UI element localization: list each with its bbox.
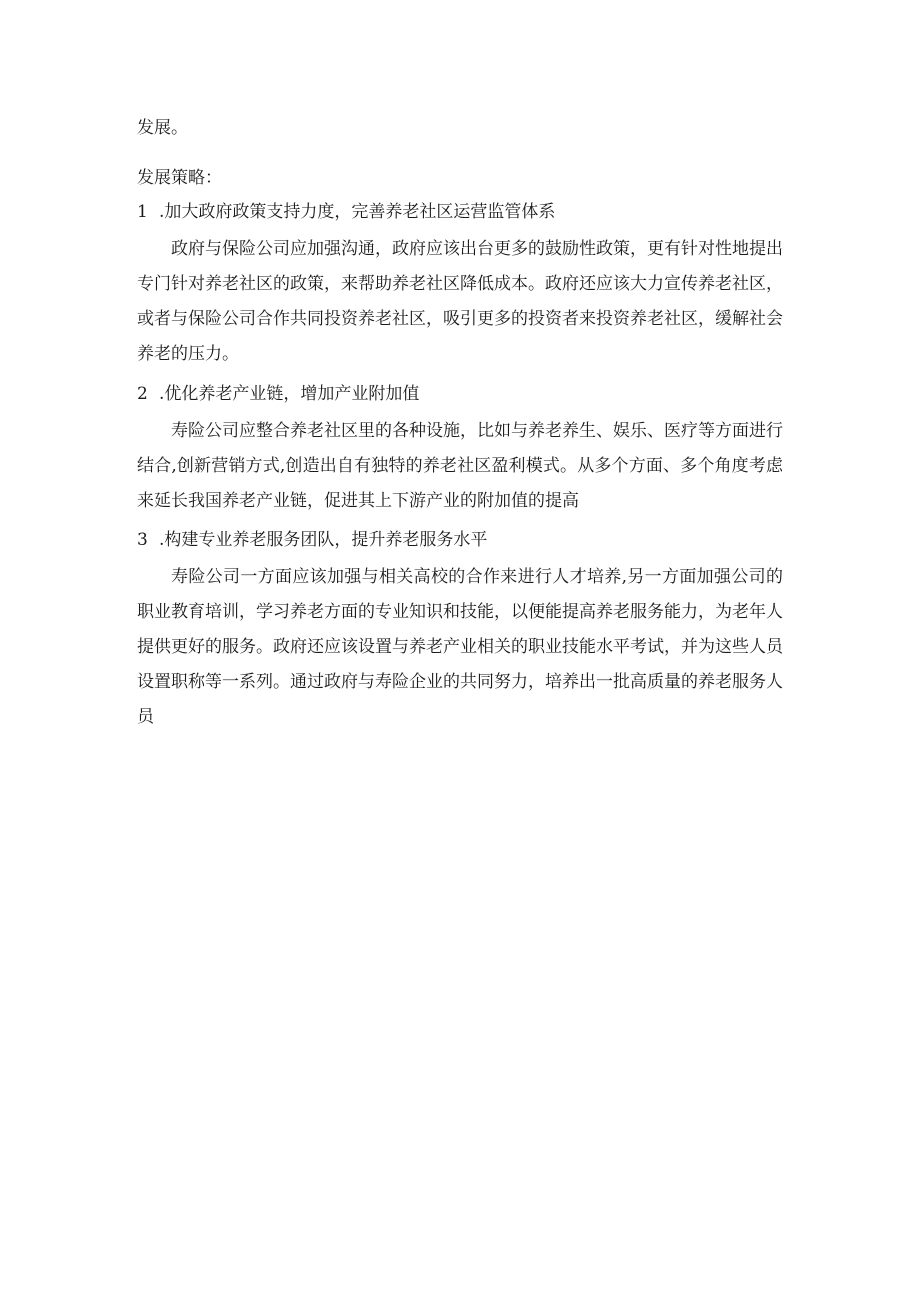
section-heading-2 xyxy=(137,383,419,405)
section-number: 1 xyxy=(137,202,148,222)
section-body-3: 寿险公司一方面应该加强与相关高校的合作来进行人才培养,另一方面加强公司的职业教育培训，学习养老方面的专业知识和技能，以便能提高养老服务能力，为老年人提供更好的服务。政府还应该设置与养老产业相关的职业技能水平考试，并为这些人员设置职称等一系列。通过政府与寿险企业的共同努力，培养出一批高质量的养老服务人员 xyxy=(137,567,783,727)
intro-line: 发展。 xyxy=(137,118,188,138)
section-body-1: 政府与保险公司应加强沟通，政府应该出台更多的鼓励性政策，更有针对性地提出专门针对养老社区的政策，来帮助养老社区降低成本。政府还应该大力宣传养老社区，或者与保险公司合作共同投资养老社区，吸引更多的投资者来投资养老社区，缓解社会养老的压力。 xyxy=(137,239,783,364)
section-number: 3 xyxy=(137,530,148,550)
section-heading-3 xyxy=(137,529,487,551)
section-body-2: 寿险公司应整合养老社区里的各种设施，比如与养老养生、娱乐、医疗等方面进行结合,创新营销方式,创造出自有独特的养老社区盈利模式。从多个方面、多个角度考虑来延长我国养老产业链，促进其上下游产业的附加值的提高 xyxy=(137,421,783,511)
section-number: 2 xyxy=(137,384,148,404)
section-heading-1 xyxy=(137,201,555,223)
strategy-label: 发展策略： xyxy=(137,168,222,188)
section-title: .优化养老产业链，增加产业附加值 xyxy=(159,384,420,404)
section-title: .加大政府政策支持力度，完善养老社区运营监管体系 xyxy=(159,202,556,222)
section-title: .构建专业养老服务团队，提升养老服务水平 xyxy=(159,530,488,550)
